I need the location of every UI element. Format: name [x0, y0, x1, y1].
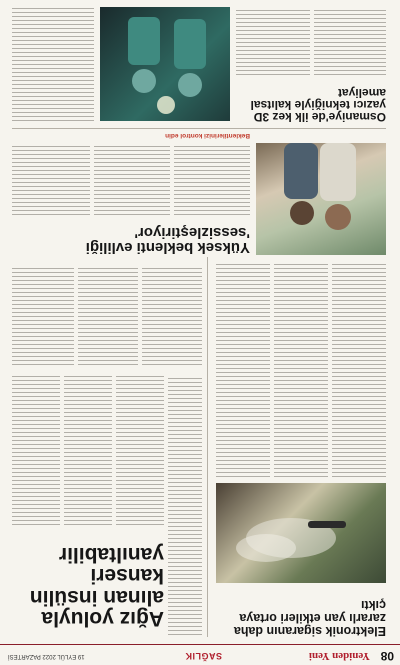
surgery-column-3: [12, 7, 94, 121]
main-headline: Ağız yoluyla alınan insülin kanseri yanıltabilir: [29, 542, 164, 630]
couple-photo: [256, 143, 386, 255]
main-column-4: [142, 265, 202, 365]
ecig-column-2: [274, 262, 328, 477]
ecig-column-1: [332, 262, 386, 477]
marriage-column-2: [94, 143, 170, 215]
main-lead-column-2: [64, 375, 112, 525]
page-header: [0, 644, 400, 665]
vaping-photo: [216, 483, 386, 583]
center-column: [168, 375, 202, 635]
marriage-column-3: [12, 143, 90, 215]
main-lead-column-3: [12, 375, 60, 525]
main-column-6: [12, 265, 74, 365]
surgery-column-2: [236, 7, 310, 75]
marriage-subheadline: Beklentilerinizi kontrol edin: [165, 132, 250, 139]
page-number: 08: [380, 649, 394, 663]
vape-smoke-icon: [216, 483, 386, 583]
surgery-headline: Osmaniye'de ilk kez 3D yazıcı tekniğiyle kalıtsal ameliyat: [250, 85, 386, 124]
ecig-column-3: [216, 262, 270, 477]
ecig-headline: Elektronik sigaranın daha zararlı yan etkileri ortaya çıktı: [233, 598, 386, 638]
surgeons-icon: [100, 7, 230, 121]
main-lead-column-1: [116, 375, 164, 525]
surgery-column-1: [314, 7, 386, 75]
section-label: SAĞLIK: [184, 651, 222, 661]
marriage-headline: Yüksek beklenti evliliği 'sessizleştiriyor': [85, 223, 250, 256]
column-divider: [207, 257, 208, 637]
surgery-photo: [100, 7, 230, 121]
bottom-divider: [12, 128, 386, 129]
newspaper-logo: Yeniden Yeni: [308, 650, 370, 662]
marriage-column-1: [174, 143, 250, 215]
couple-icon: [256, 143, 386, 255]
main-column-5: [78, 265, 138, 365]
issue-date: 19 EYLÜL 2022 PAZARTESİ: [8, 653, 85, 659]
